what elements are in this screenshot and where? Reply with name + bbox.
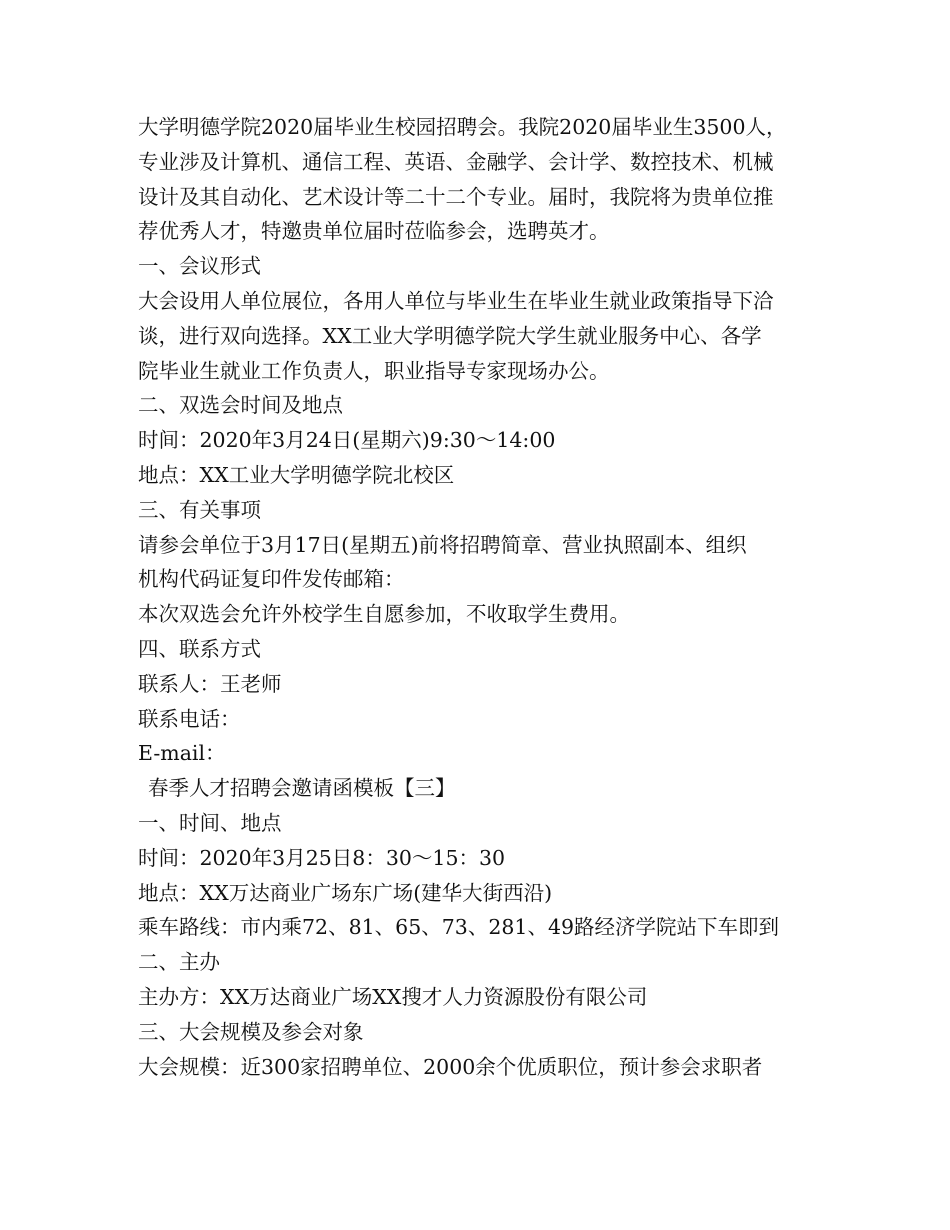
paragraph-line: 谈，进行双向选择。XX工业大学明德学院大学生就业服务中心、各学 (138, 323, 762, 348)
section-heading: 一、会议形式 (138, 254, 261, 279)
section-heading: 三、有关事项 (138, 497, 261, 522)
paragraph-line: 时间：2020年3月25日8：30～15：30 (138, 845, 506, 870)
paragraph-line: 荐优秀人才，特邀贵单位届时莅临参会，选聘英才。 (138, 219, 610, 244)
paragraph-line: 大会设用人单位展位，各用人单位与毕业生在毕业生就业政策指导下洽 (138, 288, 774, 313)
paragraph-line: 联系电话： (138, 706, 241, 731)
section-heading: 二、主办 (138, 950, 220, 975)
paragraph-line: 专业涉及计算机、通信工程、英语、金融学、会计学、数控技术、机械 (138, 149, 774, 174)
section-heading: 二、双选会时间及地点 (138, 393, 343, 418)
document-body (138, 110, 828, 1084)
paragraph-line: 大会规模：近300家招聘单位、2000余个优质职位，预计参会求职者 (138, 1054, 763, 1079)
section-heading: 一、时间、地点 (138, 810, 282, 835)
paragraph-line: 请参会单位于3月17日(星期五)前将招聘简章、营业执照副本、组织 (138, 532, 747, 557)
paragraph-line: 本次双选会允许外校学生自愿参加，不收取学生费用。 (138, 602, 630, 627)
paragraph-line: 机构代码证复印件发传邮箱： (138, 567, 405, 592)
paragraph-line: 主办方：XX万达商业广场XX搜才人力资源股份有限公司 (138, 984, 648, 1009)
paragraph-line: E-mail： (138, 741, 226, 766)
paragraph-line: 地点：XX万达商业广场东广场(建华大街西沿) (138, 880, 553, 905)
paragraph-line: 地点：XX工业大学明德学院北校区 (138, 462, 455, 487)
paragraph-line: 时间：2020年3月24日(星期六)9:30～14:00 (138, 428, 556, 453)
paragraph-line: 大学明德学院2020届毕业生校园招聘会。我院2020届毕业生3500人， (138, 115, 787, 139)
section-heading: 四、联系方式 (138, 636, 261, 661)
paragraph-line: 设计及其自动化、艺术设计等二十二个专业。届时，我院将为贵单位推 (138, 184, 774, 209)
paragraph-line: 联系人：王老师 (138, 671, 282, 696)
section-heading: 三、大会规模及参会对象 (138, 1019, 364, 1044)
paragraph-line: 乘车路线：市内乘72、81、65、73、281、49路经济学院站下车即到 (138, 915, 780, 940)
document-title: 春季人才招聘会邀请函模板【三】 (148, 776, 456, 801)
paragraph-line: 院毕业生就业工作负责人，职业指导专家现场办公。 (138, 358, 610, 383)
